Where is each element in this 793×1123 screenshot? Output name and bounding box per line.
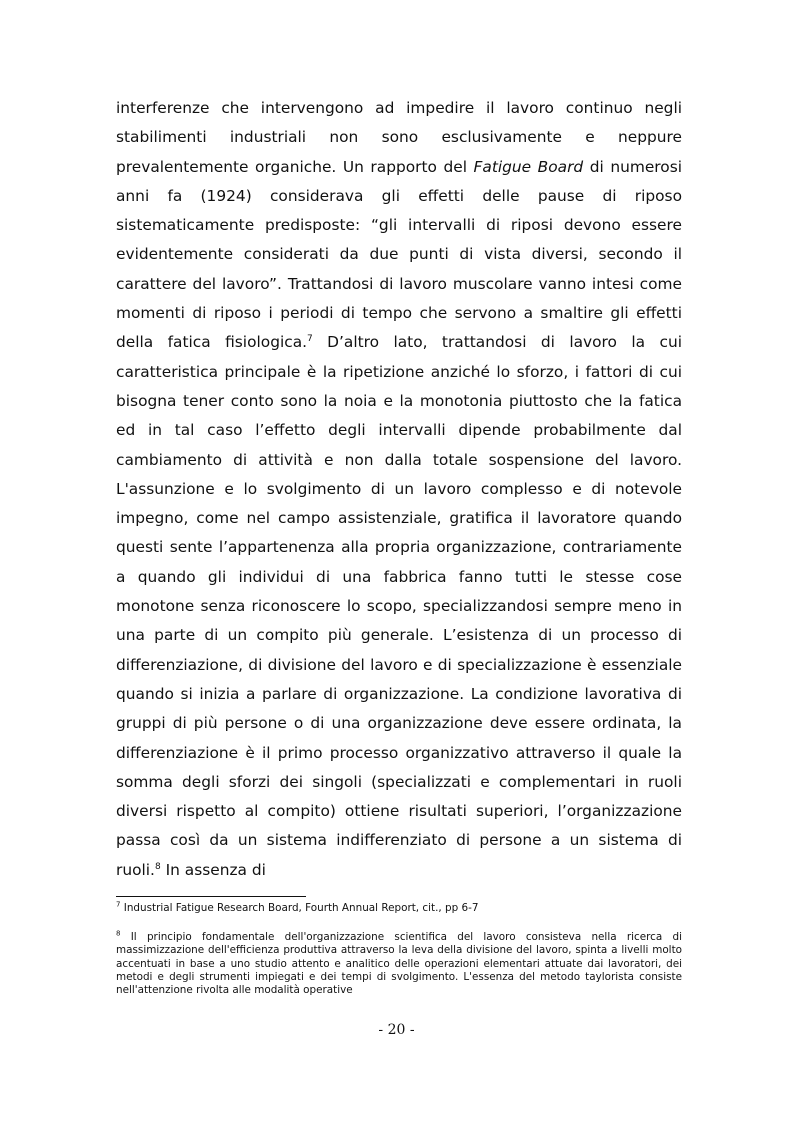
page-number: - 20 - xyxy=(378,1022,415,1038)
body-text-segment: di numerosi anni fa (1924) considerava gli effetti delle pause di riposo sistematicamente predisposte: “gli intervalli di riposi devono essere evidentemente considerati da due punti di vista diversi, secondo il carattere del lavoro”. Trattandosi di lavoro muscolare vanno intesi come momenti di riposo i periodi di tempo che servono a smaltire gli effetti della fatica fisiologica. xyxy=(116,157,682,352)
body-text-segment: In assenza di xyxy=(160,860,266,879)
body-text-segment: interferenze che intervengono ad impedire il lavoro continuo negli stabilimenti industriali non sono esclusivamente e neppure prevalentemente organiche. Un rapporto del xyxy=(116,99,682,176)
footnote-8 xyxy=(116,931,682,997)
footnote-8-mark: 8 xyxy=(116,929,121,938)
footnote-ref-7[interactable]: 7 xyxy=(307,334,313,345)
footnotes xyxy=(116,902,682,997)
footnote-7-text: Industrial Fatigue Research Board, Fourth Annual Report, cit., pp 6-7 xyxy=(120,902,479,914)
body-text xyxy=(116,94,682,885)
body-text-segment: D’altro lato, trattandosi di lavoro la cui caratteristica principale è la ripetizione anziché lo sforzo, i fattori di cui bisogna tener conto sono la noia e la monotonia piuttosto che la fatica ed in tal caso l’effetto degli intervalli dipende probabilmente dal cambiamento di attività e non dalla totale sospensione del lavoro. L'assunzione e lo svolgimento di un lavoro complesso e di notevole impegno, come nel campo assistenziale, gratifica il lavoratore quando questi sente l’appartenenza alla propria organizzazione, contrariamente a quando gli individui di una fabbrica fanno tutti le stesse cose monotone senza riconoscere lo scopo, specializzandosi sempre meno in una parte di un compito più generale. L’esistenza di un processo di differenziazione, di divisione del lavoro e di specializzazione è essenziale quando si inizia a parlare di organizzazione. La condizione lavorativa di gruppi di più persone o di una organizzazione deve essere ordinata, la differenziazione è il primo processo organizzativo attraverso il quale la somma degli sforzi dei singoli (specializzati e complementari in ruoli diversi rispetto al compito) ottiene risultati superiori, l’organizzazione passa così da un sistema indifferenziato di persone a un sistema di ruoli. xyxy=(116,333,682,879)
footnote-8-text: Il principio fondamentale dell'organizzazione scientifica del lavoro consisteva nella ricerca di massimizzazione dell'efficienza produttiva attraverso la leva della divisione del lavoro, spinta a livelli molto accentuati in base a uno studio attento e analitico delle operazioni elementari attuate dai lavoratori, dei metodi e degli strumenti impiegati e dei tempi di svolgimento. L'essenza del metodo taylorista consiste nell'attenzione rivolta alle modalità operative xyxy=(116,931,682,997)
footnote-separator xyxy=(116,896,306,897)
fatigue-board-emphasis: Fatigue Board xyxy=(473,157,584,176)
footnote-7-mark: 7 xyxy=(116,900,121,909)
footnote-7 xyxy=(116,902,682,915)
body-paragraph xyxy=(116,94,682,885)
footnote-ref-8[interactable]: 8 xyxy=(154,861,161,872)
